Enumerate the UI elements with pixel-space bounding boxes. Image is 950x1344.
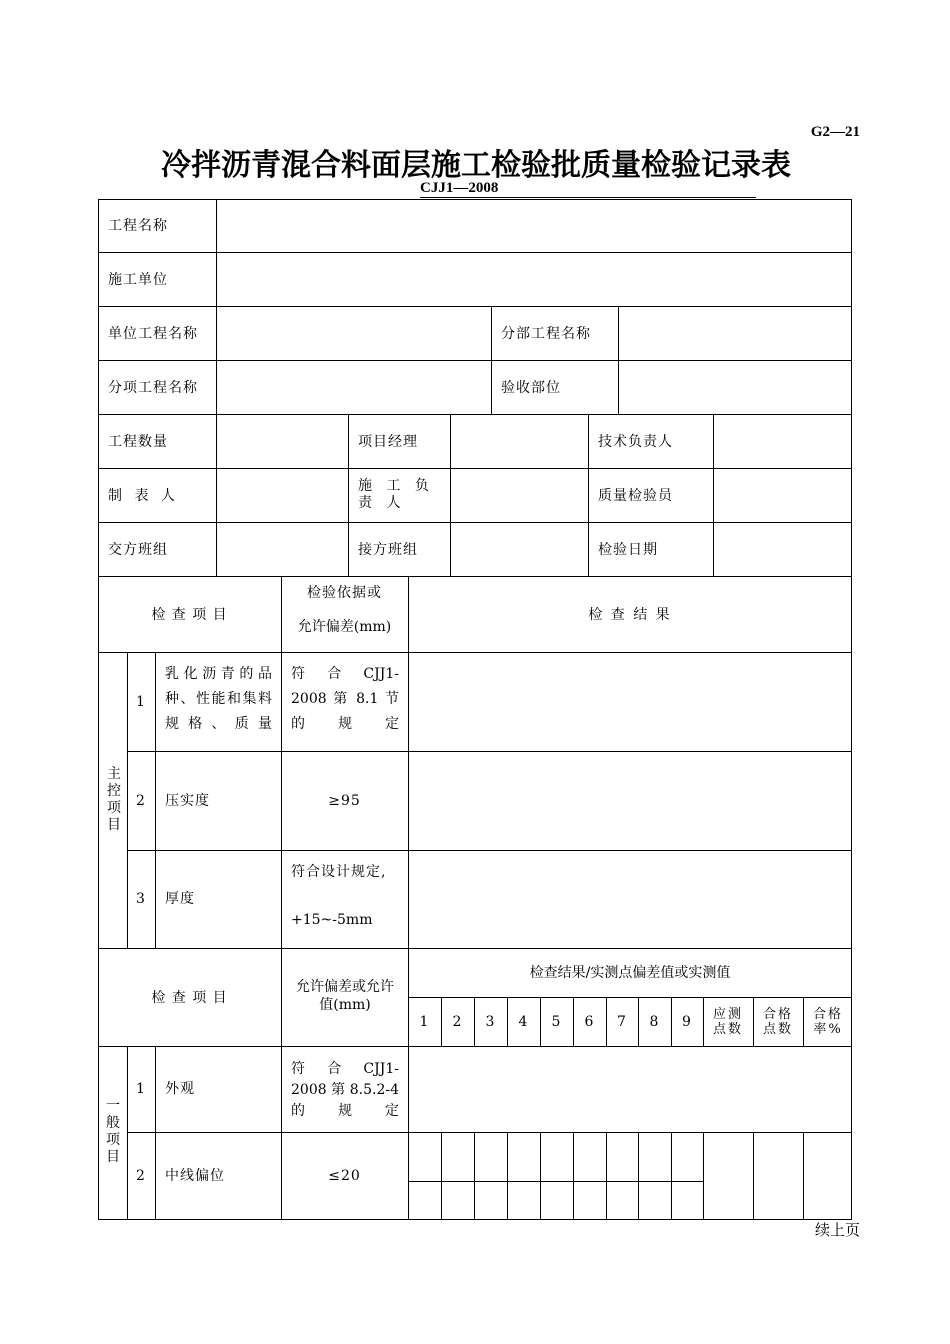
continued-note: 续上页 [814, 1221, 860, 1239]
col-divider [507, 1132, 508, 1220]
row-divider [98, 522, 852, 523]
col-divider [618, 306, 619, 414]
col-divider [408, 576, 409, 1220]
col-divider [127, 1046, 128, 1220]
handover-team-label: 交方班组 [108, 542, 168, 558]
receiving-team-label: 接方班组 [358, 542, 418, 558]
col-divider [703, 997, 704, 1046]
form-code: G2—21 [810, 124, 860, 140]
row-divider [98, 360, 852, 361]
item-basis-line1: 符合设计规定, [291, 864, 387, 880]
division-project-label: 分部工程名称 [501, 326, 591, 342]
col-divider [348, 414, 349, 576]
item-number: 1 [136, 694, 146, 710]
measured-result-header: 检查结果/实测点偏差值或实测值 [529, 965, 731, 981]
row-divider [98, 1046, 852, 1047]
col-divider [441, 1132, 442, 1220]
pass-rate-header: 合格率% [812, 1007, 843, 1037]
project-name-label: 工程名称 [108, 218, 168, 234]
tolerance-header: 允许偏差或允许值(mm) [296, 979, 394, 1013]
col-divider [573, 1132, 574, 1220]
col-divider [803, 1132, 804, 1220]
check-item-header: 检 查 项 目 [151, 607, 228, 623]
row-divider [98, 652, 852, 653]
col-divider [474, 1132, 475, 1220]
technical-lead-label: 技术负责人 [598, 434, 673, 450]
row-divider [98, 306, 852, 307]
basis-header-line2: 允许偏差(mm) [297, 619, 392, 635]
row-divider [98, 414, 852, 415]
points-header: 应测点数 [712, 1007, 743, 1037]
point-col-header: 7 [617, 1014, 627, 1030]
item-name: 乳化沥青的品种、性能和集料规格、质量 [165, 666, 273, 732]
col-divider [638, 1132, 639, 1220]
col-divider [703, 1132, 704, 1220]
standard-code: CJJ1—2008 [420, 180, 499, 196]
col-divider [713, 414, 714, 576]
col-divider [155, 1046, 156, 1220]
inspection-date-label: 检验日期 [598, 542, 658, 558]
col-divider [753, 997, 754, 1046]
item-basis: ≤20 [328, 1168, 361, 1184]
item-number: 3 [136, 891, 146, 907]
row-divider [98, 252, 852, 253]
col-divider [606, 1132, 607, 1220]
point-col-header: 3 [485, 1014, 496, 1030]
basis-header-line1: 检验依据或 [307, 585, 382, 601]
item-basis: 符 合 CJJ1-2008 第 8.5.2-4 的规定 [291, 1061, 399, 1119]
quality-inspector-label: 质量检验员 [598, 488, 673, 504]
quantity-label: 工程数量 [108, 434, 168, 450]
subitem-project-label: 分项工程名称 [108, 380, 198, 396]
item-name: 压实度 [165, 793, 210, 809]
item-name: 外观 [165, 1081, 195, 1097]
item-name: 厚度 [165, 891, 195, 907]
point-col-header: 9 [682, 1014, 692, 1030]
pass-points-header: 合格点数 [762, 1007, 793, 1037]
point-col-header: 5 [551, 1014, 562, 1030]
point-col-header: 4 [518, 1014, 529, 1030]
col-divider [281, 576, 282, 1220]
col-divider [216, 199, 217, 577]
col-divider [803, 997, 804, 1046]
item-number: 1 [136, 1081, 146, 1097]
item-basis-line2: +15~-5mm [291, 912, 373, 928]
row-divider [98, 468, 852, 469]
row-divider [408, 1181, 703, 1182]
col-divider [753, 1132, 754, 1220]
unit-project-label: 单位工程名称 [108, 326, 198, 342]
item-basis: 符 合 CJJ1-2008 第 8.1 节的规定 [291, 666, 399, 732]
row-divider [127, 850, 852, 851]
col-divider [540, 1132, 541, 1220]
row-divider [98, 948, 852, 949]
tabulator-label: 制 表 人 [108, 488, 179, 504]
col-divider [588, 414, 589, 576]
row-divider [98, 576, 852, 577]
page-title: 冷拌沥青混合料面层施工检验批质量检验记录表 [161, 148, 791, 183]
construction-lead-label: 施 工 负 责 人 [358, 478, 434, 511]
item-number: 2 [136, 1168, 146, 1184]
main-control-category: 主控项目 [107, 766, 121, 833]
row-divider [127, 1132, 852, 1133]
standard-underline [420, 197, 756, 198]
general-check-item-header: 检 查 项 目 [151, 990, 228, 1006]
item-basis: ≥95 [328, 793, 361, 809]
item-name: 中线偏位 [165, 1168, 225, 1184]
point-col-header: 8 [649, 1014, 660, 1030]
general-category: 一般项目 [106, 1098, 120, 1165]
check-result-header: 检 查 结 果 [588, 607, 672, 623]
col-divider [450, 414, 451, 576]
acceptance-part-label: 验收部位 [501, 380, 561, 396]
project-manager-label: 项目经理 [358, 434, 418, 450]
contractor-label: 施工单位 [108, 272, 168, 288]
row-divider [127, 751, 852, 752]
point-col-header: 1 [419, 1014, 430, 1030]
item-number: 2 [136, 793, 146, 809]
col-divider [491, 306, 492, 414]
col-divider [155, 652, 156, 948]
col-divider [671, 1132, 672, 1220]
point-col-header: 2 [452, 1014, 463, 1030]
point-col-header: 6 [584, 1014, 595, 1030]
